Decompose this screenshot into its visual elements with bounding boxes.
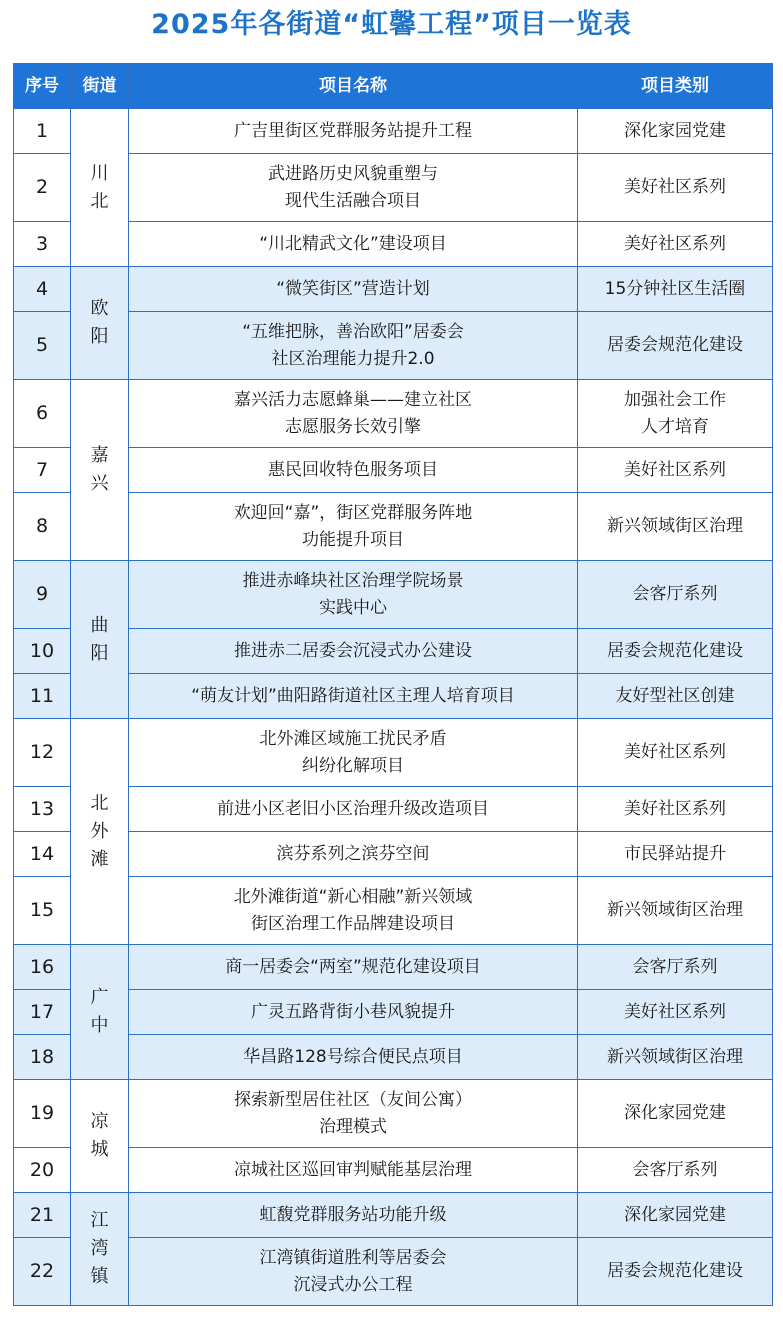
row-number: 9: [14, 561, 71, 629]
row-number: 22: [14, 1238, 71, 1306]
row-number: 10: [14, 629, 71, 674]
project-category: 美好社区系列: [578, 990, 773, 1035]
row-number: 2: [14, 154, 71, 222]
row-number: 8: [14, 493, 71, 561]
project-category: 居委会规范化建设: [578, 629, 773, 674]
project-category: 居委会规范化建设: [578, 1238, 773, 1306]
project-name: 探索新型居住社区（友间公寓） 治理模式: [129, 1080, 578, 1148]
project-name: 江湾镇街道胜利等居委会 沉浸式办公工程: [129, 1238, 578, 1306]
project-name: 推进赤二居委会沉浸式办公建设: [129, 629, 578, 674]
row-number: 1: [14, 109, 71, 154]
header-name: 项目名称: [129, 64, 578, 109]
project-category: 美好社区系列: [578, 448, 773, 493]
project-category: 美好社区系列: [578, 154, 773, 222]
project-category: 会客厅系列: [578, 1148, 773, 1193]
street-cell: [71, 1193, 129, 1306]
project-category: 深化家园党建: [578, 1193, 773, 1238]
table-row: [14, 1193, 773, 1238]
project-name: 北外滩街道“新心相融”新兴领域 街区治理工作品牌建设项目: [129, 877, 578, 945]
street-cell: [71, 109, 129, 267]
street-label: 川北: [90, 162, 109, 212]
project-category: 深化家园党建: [578, 109, 773, 154]
project-name: 华昌路128号综合便民点项目: [129, 1035, 578, 1080]
row-number: 13: [14, 787, 71, 832]
project-category: 居委会规范化建设: [578, 312, 773, 380]
project-category: 会客厅系列: [578, 561, 773, 629]
table-row: [14, 561, 773, 629]
table-row: [14, 1080, 773, 1148]
project-name: 广灵五路背街小巷风貌提升: [129, 990, 578, 1035]
project-name: 惠民回收特色服务项目: [129, 448, 578, 493]
row-number: 14: [14, 832, 71, 877]
page-title: 2025年各街道“虹馨工程”项目一览表: [151, 9, 632, 40]
project-name: 广吉里街区党群服务站提升工程: [129, 109, 578, 154]
header-no: 序号: [14, 64, 71, 109]
table-row: [14, 719, 773, 787]
table-row: [14, 945, 773, 990]
row-number: 11: [14, 674, 71, 719]
street-cell: [71, 719, 129, 945]
row-number: 16: [14, 945, 71, 990]
row-number: 17: [14, 990, 71, 1035]
street-label: 嘉兴: [90, 445, 109, 494]
project-category: 美好社区系列: [578, 787, 773, 832]
project-category: 15分钟社区生活圈: [578, 267, 773, 312]
row-number: 6: [14, 380, 71, 448]
street-label: 江湾镇: [90, 1210, 109, 1287]
row-number: 12: [14, 719, 71, 787]
header-street: 街道: [71, 64, 129, 109]
project-category: 美好社区系列: [578, 719, 773, 787]
row-number: 7: [14, 448, 71, 493]
street-label: 北外滩: [90, 792, 109, 870]
project-name: 推进赤峰块社区治理学院场景 实践中心: [129, 561, 578, 629]
row-number: 18: [14, 1035, 71, 1080]
street-cell: [71, 380, 129, 561]
table-row: [14, 109, 773, 154]
project-table: [13, 63, 773, 1306]
table-header-row: [14, 64, 773, 109]
project-category: 加强社会工作 人才培育: [578, 380, 773, 448]
project-category: 深化家园党建: [578, 1080, 773, 1148]
project-name: 北外滩区域施工扰民矛盾 纠纷化解项目: [129, 719, 578, 787]
project-category: 新兴领域街区治理: [578, 877, 773, 945]
table-row: [14, 380, 773, 448]
street-label: 凉城: [90, 1111, 109, 1160]
row-number: 19: [14, 1080, 71, 1148]
street-cell: [71, 1080, 129, 1193]
project-name: “微笑街区”营造计划: [129, 267, 578, 312]
row-number: 21: [14, 1193, 71, 1238]
project-name: “五维把脉，善治欧阳”居委会 社区治理能力提升2.0: [129, 312, 578, 380]
project-name: “川北精武文化”建设项目: [129, 222, 578, 267]
row-number: 20: [14, 1148, 71, 1193]
street-cell: [71, 561, 129, 719]
project-name: 虹馥党群服务站功能升级: [129, 1193, 578, 1238]
table-row: [14, 267, 773, 312]
project-name: “萌友计划”曲阳路街道社区主理人培育项目: [129, 674, 578, 719]
project-category: 新兴领域街区治理: [578, 1035, 773, 1080]
row-number: 3: [14, 222, 71, 267]
row-number: 5: [14, 312, 71, 380]
project-category: 友好型社区创建: [578, 674, 773, 719]
street-label: 曲阳: [90, 614, 109, 664]
project-category: 新兴领域街区治理: [578, 493, 773, 561]
project-name: 滨芬系列之滨芬空间: [129, 832, 578, 877]
project-category: 市民驿站提升: [578, 832, 773, 877]
street-label: 欧阳: [90, 298, 109, 347]
project-name: 欢迎回“嘉”，街区党群服务阵地 功能提升项目: [129, 493, 578, 561]
row-number: 15: [14, 877, 71, 945]
street-cell: [71, 945, 129, 1080]
project-name: 前进小区老旧小区治理升级改造项目: [129, 787, 578, 832]
project-category: 会客厅系列: [578, 945, 773, 990]
street-cell: [71, 267, 129, 380]
row-number: 4: [14, 267, 71, 312]
project-category: 美好社区系列: [578, 222, 773, 267]
project-name: 凉城社区巡回审判赋能基层治理: [129, 1148, 578, 1193]
project-name: 武进路历史风貌重塑与 现代生活融合项目: [129, 154, 578, 222]
project-name: 嘉兴活力志愿蜂巢——建立社区 志愿服务长效引擎: [129, 380, 578, 448]
project-name: 商一居委会“两室”规范化建设项目: [129, 945, 578, 990]
street-label: 广中: [90, 987, 109, 1036]
header-category: 项目类别: [578, 64, 773, 109]
